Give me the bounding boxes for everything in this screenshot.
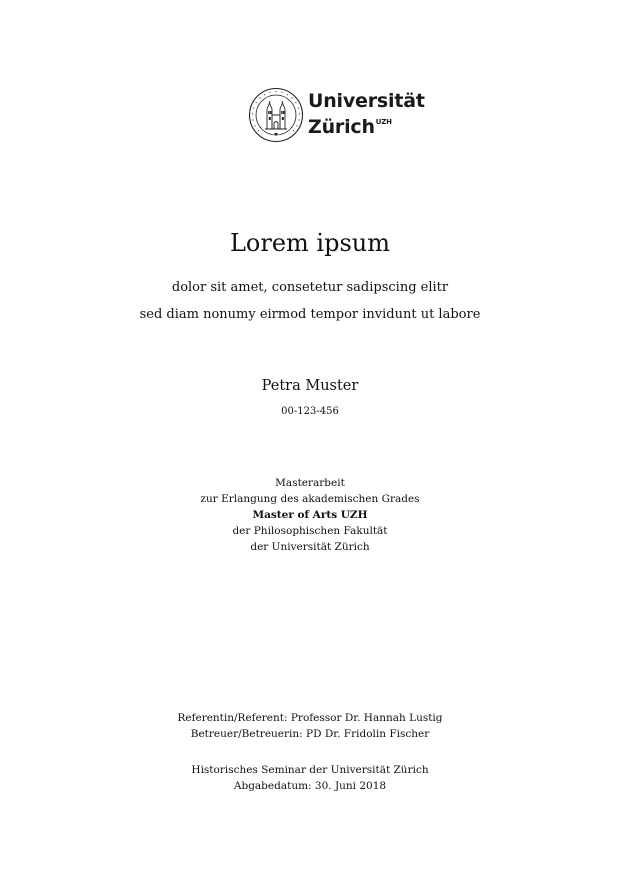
university-seal-icon [248, 87, 304, 143]
referee-line: Referentin/Referent: Professor Dr. Hannah Lustig [177, 712, 443, 724]
thesis-type: Masterarbeit [275, 477, 345, 489]
thesis-university: der Universität Zürich [250, 541, 370, 553]
supervision-info [0, 710, 620, 742]
author-name: Petra Muster [261, 378, 359, 394]
subtitle-line2: sed diam nonumy eirmod tempor invidunt ut labore [139, 307, 481, 322]
wordmark-line1: Universität [308, 90, 425, 112]
wordmark-suffix: UZH [375, 118, 392, 126]
subtitle-line1: dolor sit amet, consetetur sadipscing elitr [171, 280, 449, 295]
thesis-title: Lorem ipsum [229, 229, 391, 257]
matriculation-number: 00-123-456 [281, 406, 339, 417]
wordmark-line2: Zürich [308, 116, 375, 138]
seminar-line: Historisches Seminar der Universität Zürich [191, 764, 429, 776]
supervisor-line: Betreuer/Betreuerin: PD Dr. Fridolin Fischer [190, 728, 430, 740]
thesis-faculty: der Philosophischen Fakultät [232, 525, 388, 537]
submission-date: Abgabedatum: 30. Juni 2018 [233, 780, 387, 792]
thesis-purpose: zur Erlangung des akademischen Grades [200, 493, 420, 505]
university-wordmark [308, 88, 425, 144]
thesis-info [0, 475, 620, 555]
university-logo [248, 86, 425, 144]
institution-info [0, 762, 620, 794]
thesis-degree: Master of Arts UZH [252, 509, 368, 521]
